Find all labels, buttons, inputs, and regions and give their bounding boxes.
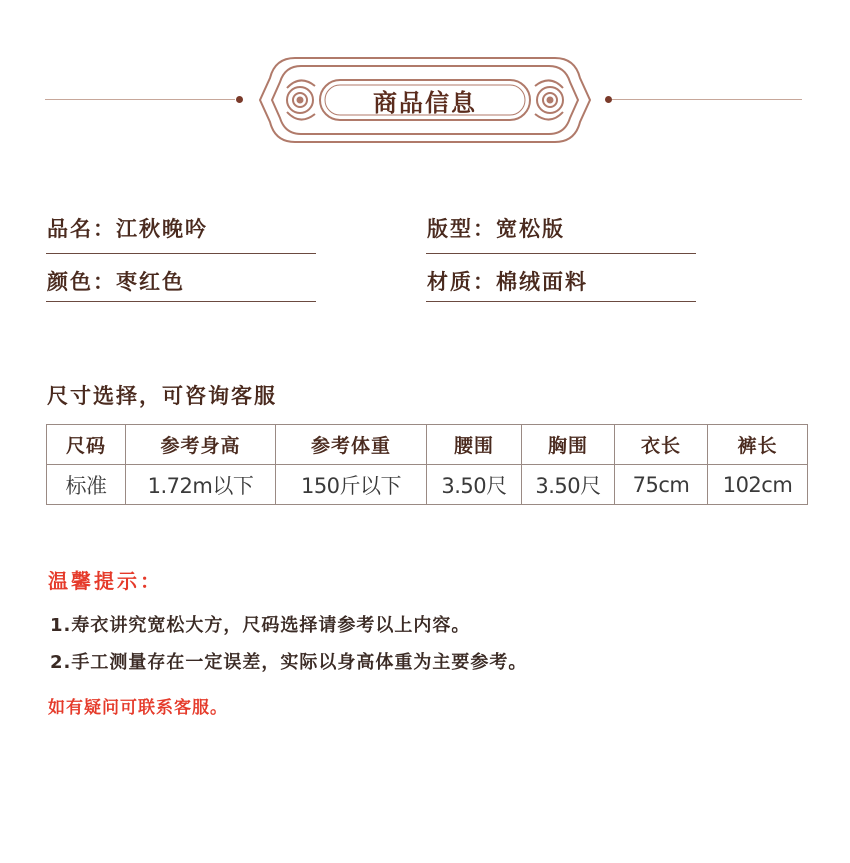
product-name: 品名：江秋晚吟 <box>47 217 208 241</box>
page-title: 商品信息 <box>373 88 477 117</box>
table-header-cell: 腰围 <box>427 425 522 465</box>
product-material: 材质：棉绒面料 <box>427 270 588 294</box>
table-row <box>47 465 808 505</box>
table-header-cell: 衣长 <box>615 425 708 465</box>
table-cell: 3.50尺 <box>522 465 615 505</box>
size-table <box>46 424 808 505</box>
divider <box>426 301 696 302</box>
divider <box>426 253 696 254</box>
tip-line-2: 2.手工测量存在一定误差，实际以身高体重为主要参考。 <box>50 652 528 673</box>
table-cell: 标准 <box>47 465 126 505</box>
table-cell: 150斤以下 <box>276 465 427 505</box>
header-left-rule <box>45 99 235 100</box>
table-cell: 1.72m以下 <box>126 465 276 505</box>
header-right-rule <box>612 99 802 100</box>
table-cell: 75cm <box>615 465 708 505</box>
table-header-cell: 参考身高 <box>126 425 276 465</box>
header-right-dot <box>605 96 612 103</box>
size-section-title: 尺寸选择，可咨询客服 <box>47 384 277 408</box>
divider <box>46 301 316 302</box>
contact-note: 如有疑问可联系客服。 <box>48 698 228 718</box>
table-header-row <box>47 425 808 465</box>
tip-line-1: 1.寿衣讲究宽松大方，尺码选择请参考以上内容。 <box>50 615 471 636</box>
header-left-dot <box>236 96 243 103</box>
divider <box>46 253 316 254</box>
tips-title: 温馨提示： <box>48 569 163 593</box>
table-cell: 3.50尺 <box>427 465 522 505</box>
table-header-cell: 尺码 <box>47 425 126 465</box>
table-header-cell: 参考体重 <box>276 425 427 465</box>
table-header-cell: 胸围 <box>522 425 615 465</box>
product-color: 颜色：枣红色 <box>47 270 185 294</box>
table-cell: 102cm <box>708 465 808 505</box>
table-header-cell: 裤长 <box>708 425 808 465</box>
product-fit: 版型：宽松版 <box>427 217 565 241</box>
